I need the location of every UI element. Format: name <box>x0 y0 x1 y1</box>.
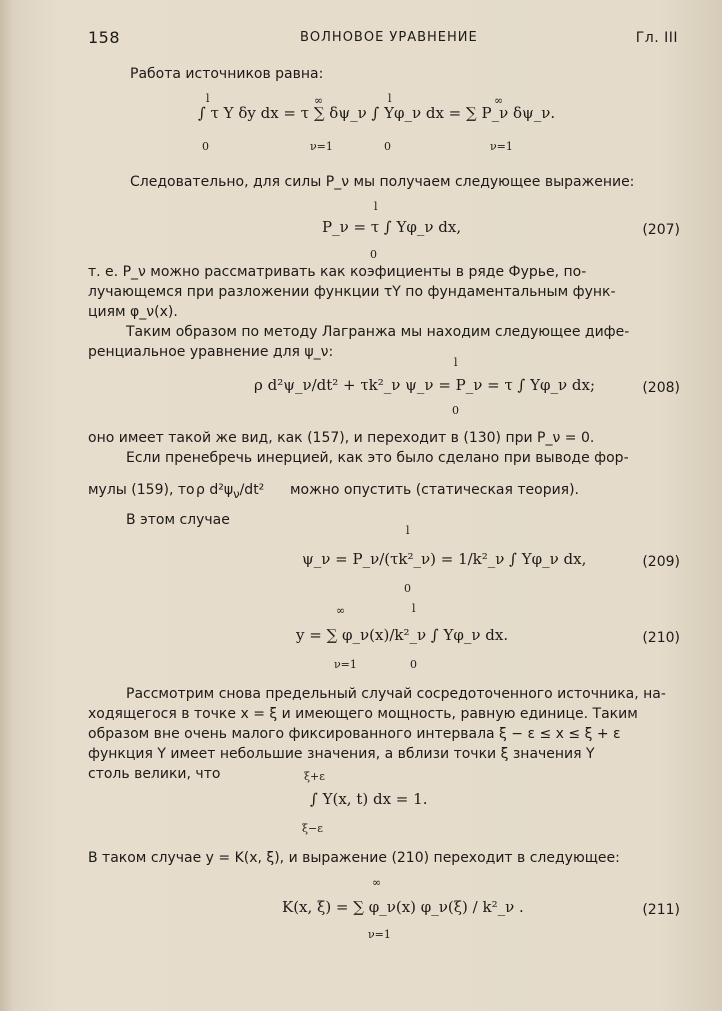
equation-number: (210) <box>642 630 680 646</box>
equation-number: (208) <box>642 380 680 396</box>
page-header <box>88 28 682 52</box>
text-line: ренциальное уравнение для ψ_ν: <box>88 344 334 360</box>
equation-text: ρ d²ψ_ν/dt² + τk²_ν ψ_ν = P_ν = τ ∫ Yφ_ν dx; <box>254 376 596 394</box>
equation-text: y = ∑ φ_ν(x)/k²_ν ∫ Yφ_ν dx. <box>296 626 509 644</box>
equation-text: ψ_ν = P_ν/(τk²_ν) = 1/k²_ν ∫ Yφ_ν dx, <box>302 550 587 568</box>
text-line: Работа источников равна: <box>130 66 324 82</box>
text-line: лучающемся при разложении функции τY по фундаментальным функ- <box>88 284 616 300</box>
text-line: столь велики, что <box>88 766 221 782</box>
equation-number: (207) <box>642 222 680 238</box>
running-title: ВОЛНОВОЕ УРАВНЕНИЕ <box>300 30 478 45</box>
text-line: образом вне очень малого фиксированного интервала ξ − ε ≤ x ≤ ξ + ε <box>88 726 621 742</box>
book-page: 158 ВОЛНОВОЕ УРАВНЕНИЕ Гл. III Работа источников равна: l ∞ l ∞ ∫ τ Y δy dx = τ ∑ δψ_ν ∫ Yφ_ν dx = ∑ P_ν δψ_ν. 0 ν=1 0 ν=1 Следовательно, для силы P_ν мы получаем следующее выражение: l P_ν = τ ∫ Yφ_ν dx, 0 (207) т. е. P_ν можно рассматривать как коэфициенты в ряде Фурье, по- лучающемся при разложении функции τY по фундаментальным функ- циям φ_ν(x). Таким образом по методу Лагранжа мы находим следующее дифе- ренциальное уравнение для ψ_ν: l ρ d²ψ_ν/dt² + τk²_ν ψ_ν = P_ν = τ ∫ Yφ_ν dx; 0 (208) оно имеет такой же вид, как (157), и переходит в (130) при P_ν = 0. Если пренебречь инерцией, как это было сделано при выводе фор- мулы (159), то ρ $d^2\psi_\nu$/dt² можно опустить (статическая теория). В этом случае l ψ_ν = P_ν/(τk²_ν) = 1/k²_ν ∫ Yφ_ν dx, 0 (209) ∞ l y = ∑ φ_ν(x)/k²_ν ∫ Yφ_ν dx. ν=1 0 (210) Рассмотрим снова предельный случай сосредоточенного источника, на- ходящегося в точке x = ξ и имеющего мощность, равную единице. Таким образом вне очень малого фиксированного интервала ξ − ε ≤ x ≤ ξ + ε функция Y имеет небольшие значения, а вблизи точки ξ значения Y столь велики, что ξ+ε ∫ Y(x, t) dx = 1. ξ−ε В таком случае y = K(x, ξ), и выражение (210) переходит в следующее: ∞ K(x, ξ) = ∑ φ_ν(x) φ_ν(ξ) / k²_ν . ν=1 (211) <box>0 0 722 1011</box>
text-line: т. е. P_ν можно рассматривать как коэфициенты в ряде Фурье, по- <box>88 264 587 280</box>
equation-text: K(x, ξ) = ∑ φ_ν(x) φ_ν(ξ) / k²_ν . <box>282 898 524 916</box>
text-line: Если пренебречь инерцией, как это было сделано при выводе фор- <box>126 450 629 466</box>
equation-number: (209) <box>642 554 680 570</box>
text-line: В этом случае <box>126 512 230 528</box>
equation-number: (211) <box>642 902 680 918</box>
text-line: можно опустить (статическая теория). <box>290 482 580 498</box>
page-number: 158 <box>88 28 121 47</box>
text-line: функция Y имеет небольшие значения, а вблизи точки ξ значения Y <box>88 746 595 762</box>
text-line: ходящегося в точке x = ξ и имеющего мощность, равную единице. Таким <box>88 706 638 722</box>
text-line: В таком случае y = K(x, ξ), и выражение (210) переходит в следующее: <box>88 850 620 866</box>
equation-text: ∫ Y(x, t) dx = 1. <box>310 790 428 808</box>
equation-text: ∫ τ Y δy dx = τ ∑ δψ_ν ∫ Yφ_ν dx = ∑ P_ν δψ_ν. <box>198 104 556 122</box>
equation-text: P_ν = τ ∫ Yφ_ν dx, <box>322 218 462 236</box>
text-line: мулы (159), то <box>88 482 195 498</box>
inline-formula: ρ $d^2\psi_\nu$/dt² <box>196 482 265 501</box>
text-line: циям φ_ν(x). <box>88 304 178 320</box>
text-line: оно имеет такой же вид, как (157), и переходит в (130) при P_ν = 0. <box>88 430 595 446</box>
text-line: Рассмотрим снова предельный случай сосредоточенного источника, на- <box>126 686 666 702</box>
text-line: Следовательно, для силы P_ν мы получаем следующее выражение: <box>130 174 635 190</box>
chapter-label: Гл. III <box>635 30 678 46</box>
text-line: Таким образом по методу Лагранжа мы находим следующее дифе- <box>126 324 630 340</box>
